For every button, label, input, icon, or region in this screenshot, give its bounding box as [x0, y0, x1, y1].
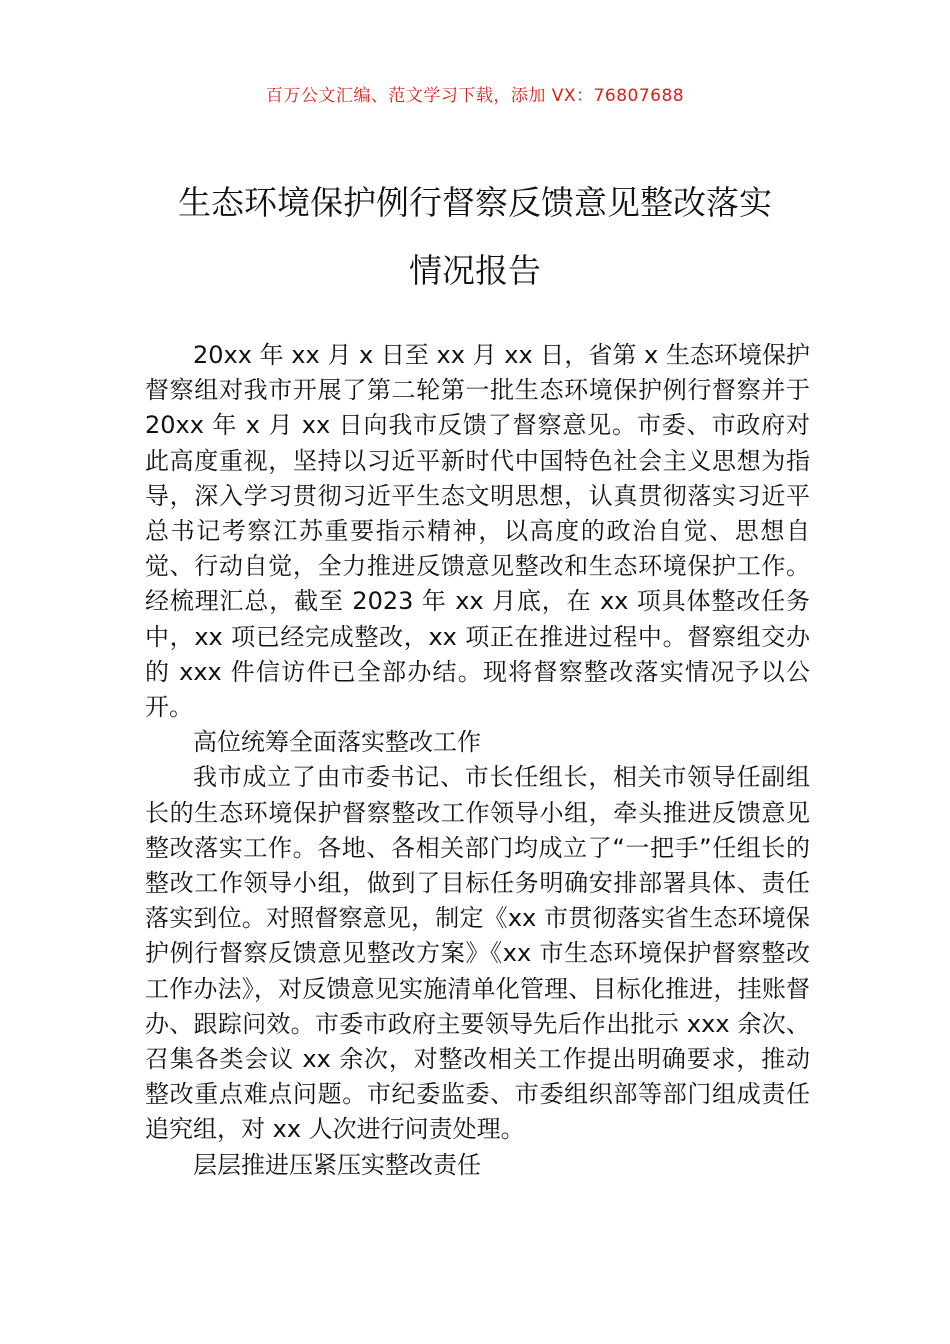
watermark-banner: 百万公文汇编、范文学习下载，添加 VX：76807688 [265, 86, 685, 106]
paragraph-section-1: 我市成立了由市委书记、市长任组长，相关市领导任副组长的生态环境保护督察整改工作领导小组，牵头推进反馈意见整改落实工作。各地、各相关部门均成立了“一把手”任组长的整改工作领导小组，做到了目标任务明确安排部署具体、责任落实到位。对照督察意见，制定《xx 市贯彻落实省生态环境保护例行督察反馈意见整改方案》《xx 市生态环境保护督察整改工作办法》，对反馈意见实施清单化管理、目标化推进，挂账督办、跟踪问效。市委市政府主要领导先后作出批示 xxx 余次、召集各类会议 xx 余次，对整改相关工作提出明确要求，推动整改重点难点问题。市纪委监委、市委组织部等部门组成责任追究组，对 xx 人次进行问责处理。 [145, 763, 810, 1144]
section-heading-2: 层层推进压紧压实整改责任 [193, 1150, 481, 1179]
paragraph-intro: 20xx 年 xx 月 x 日至 xx 月 xx 日，省第 x 生态环境保护督察组对我市开展了第二轮第一批生态环境保护例行督察并于 20xx 年 x 月 xx 日向我市反馈了督察意见。市委、市政府对此高度重视，坚持以习近平新时代中国特色社会主义思想为指导，深入学习贯彻习近平生态文明思想，认真贯彻落实习近平总书记考察江苏重要指示精神，以高度的政治自觉、思想自觉、行动自觉，全力推进反馈意见整改和生态环境保护工作。经梳理汇总，截至 2023 年 xx 月底，在 xx 项具体整改任务中，xx 项已经完成整改，xx 项正在推进过程中。督察组交办的 xxx 件信访件已全部办结。现将督察整改落实情况予以公开。 [145, 341, 810, 722]
section-heading-1: 高位统筹全面落实整改工作 [193, 728, 481, 757]
document-title-line-1: 生态环境保护例行督察反馈意见整改落实 [178, 183, 772, 222]
document-title-line-2: 情况报告 [409, 251, 541, 290]
document-body [145, 338, 810, 1183]
